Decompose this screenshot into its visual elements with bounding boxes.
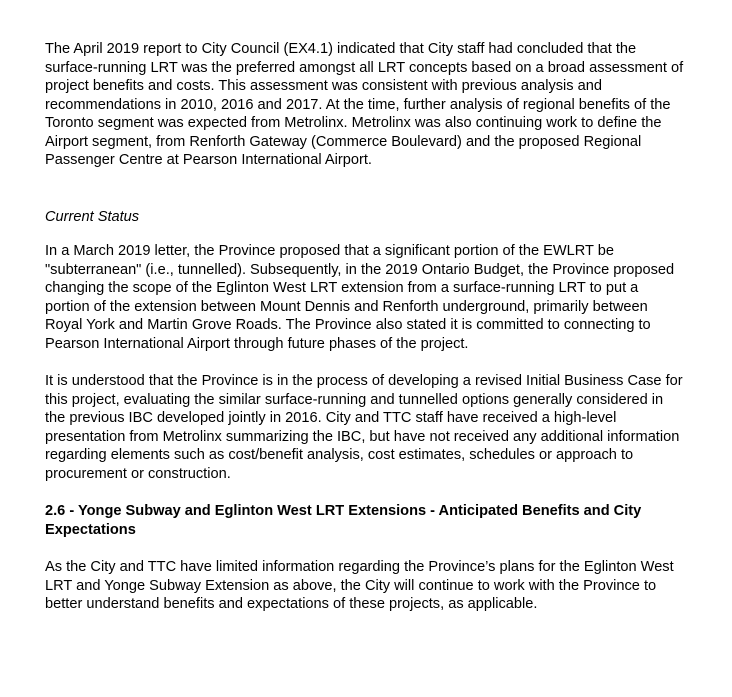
status-paragraph: In a March 2019 letter, the Province proposed that a significant portion of the EWLRT be "subterranean" (i.e., tunnelled). Subsequently, in the 2019 Ontario Budget, the Province proposed changing the scope of the Eglinton West LRT extension from a surface-running LRT to put a portion of the extension between Mount Dennis and Renforth underground, primarily between Royal York and Martin Grove Roads. The Province also stated it is committed to connecting to Pearson International Airport through future phases of the project.	[45, 243, 675, 352]
intro-paragraph: The April 2019 report to City Council (EX4.1) indicated that City staff had concluded that the surface-running LRT was the preferred amongst all LRT concepts based on a broad assessment of project benefits and costs. This assessment was consistent with previous analysis and recommendations in 2010, 2016 and 2017. At the time, further analysis of regional benefits of the Toronto segment was expected from Metrolinx. Metrolinx was also continuing work to define the Airport segment, from Renforth Gateway (Commerce Boulevard) and the proposed Regional Passenger Centre at Pearson International Airport.	[45, 41, 684, 168]
current-status-subheading: Current Status	[45, 208, 140, 225]
section-heading: 2.6 - Yonge Subway and Eglinton West LRT Extensions - Anticipated Benefits and City Expectations	[45, 503, 642, 538]
final-paragraph: As the City and TTC have limited information regarding the Province’s plans for the Eglinton West LRT and Yonge Subway Extension as above, the City will continue to work with the Province to better understand benefits and expectations of these projects, as applicable.	[45, 559, 674, 612]
document-page	[45, 40, 685, 614]
ibc-paragraph: It is understood that the Province is in the process of developing a revised Initial Business Case for this project, evaluating the similar surface-running and tunnelled options generally considered in the previous IBC developed jointly in 2016. City and TTC staff have received a high-level presentation from Metrolinx summarizing the IBC, but have not received any additional information regarding elements such as cost/benefit analysis, cost estimates, schedules or approach to procurement or construction.	[45, 373, 683, 482]
